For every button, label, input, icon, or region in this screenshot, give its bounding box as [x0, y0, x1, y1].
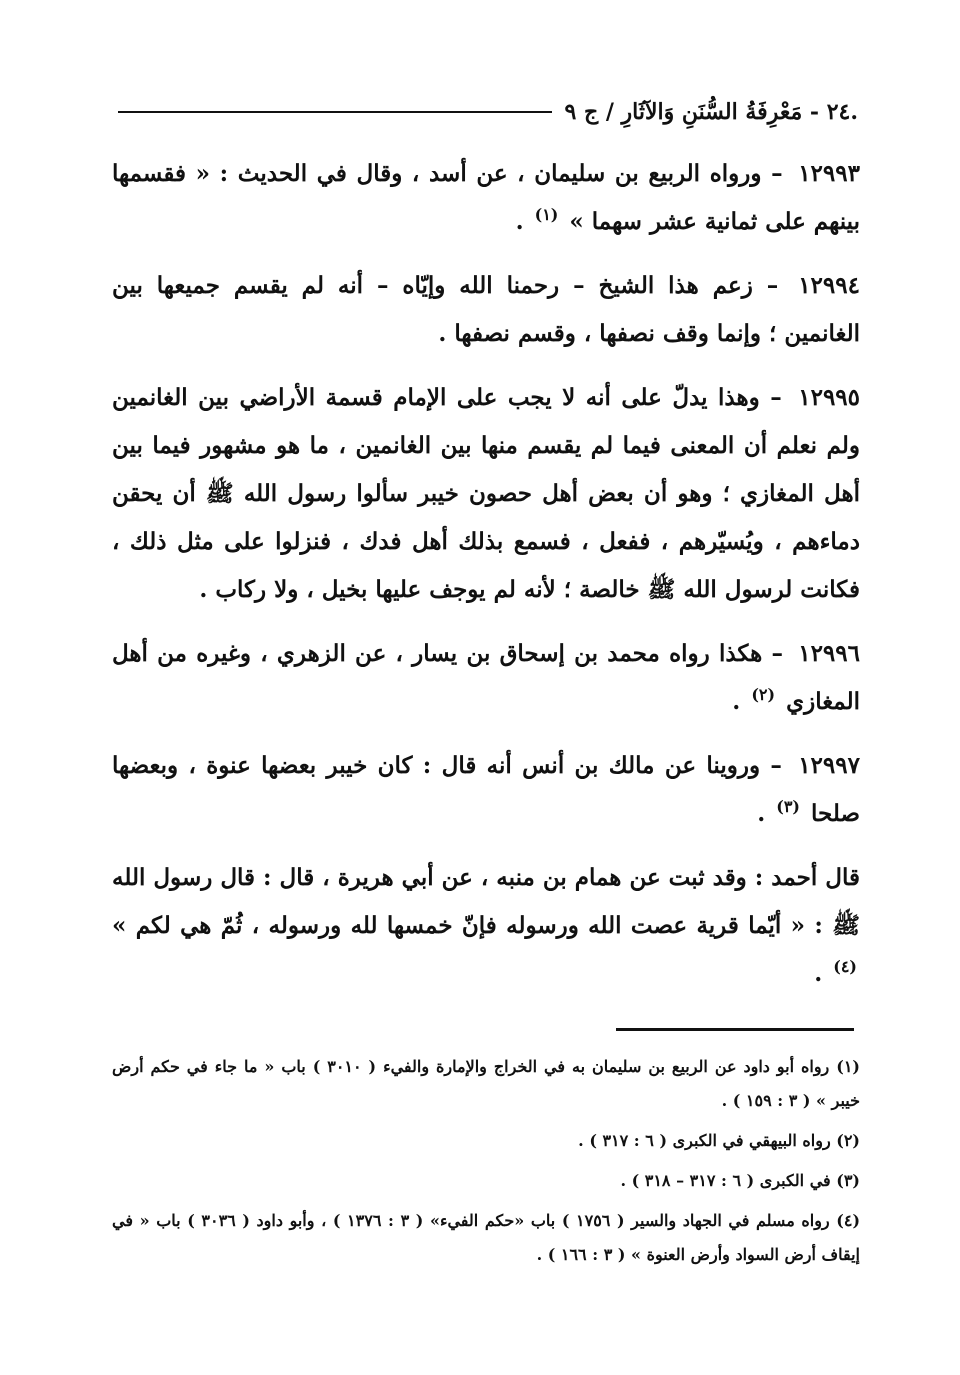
paragraph-text: – هكذا رواه محمد بن إسحاق بن يسار ، عن الزهري ، وغيره من أهل المغازي	[112, 640, 860, 715]
paragraph-number: ١٢٩٩٣	[798, 160, 860, 187]
footnote-marker[interactable]: (٢)	[751, 685, 776, 705]
paragraph-tail: .	[515, 208, 524, 235]
paragraph-tail: .	[814, 960, 823, 987]
paragraph-tail: .	[757, 800, 766, 827]
paragraph-12994	[112, 262, 860, 358]
running-header	[118, 92, 858, 132]
paragraph-text: – ورواه الربيع بن سليمان ، عن أسد ، وقال في الحديث : « فقسمها بينهم على ثمانية عشر سهما »	[112, 160, 860, 235]
footnote-marker[interactable]: (٤)	[833, 957, 857, 977]
paragraph-number: ١٢٩٩٥	[798, 384, 861, 411]
main-text	[112, 150, 860, 1014]
paragraph-12993	[112, 150, 860, 246]
paragraph-text: قال أحمد : وقد ثبت عن همام بن منبه ، عن أبي هريرة ، قال : قال رسول الله ﷺ : « أيّما قرية عصت الله ورسوله فإنّ خمسها لله ورسوله ، ثُمّ هي لكم »	[112, 864, 860, 939]
paragraph-text: – وروينا عن مالك بن أنس أنه قال : كان خيبر بعضها عنوة ، وبعضها صلحا	[112, 752, 860, 827]
paragraph-tail: .	[732, 688, 741, 715]
paragraph-number: ١٢٩٩٤	[798, 272, 860, 299]
footnote-4: (٤) رواه مسلم في الجهاد والسير ( ١٧٥٦ ) باب «حكم الفيء» ( ٣ : ١٣٧٦ ) ، وأبو داود ( ٣٠٣٦ ) باب « في إيقاف أرض السواد وأرض العنوة » ( ٣ : ١٦٦ ) .	[112, 1211, 861, 1264]
footnote-2: (٢) رواه البيهقي في الكبرى ( ٦ : ٣١٧ ) .	[578, 1131, 860, 1150]
footnotes	[112, 1050, 860, 1278]
footnote-3: (٣) في الكبرى ( ٦ : ٣١٧ – ٣١٨ ) .	[620, 1171, 860, 1190]
paragraph-12996	[112, 630, 860, 726]
running-title: .٢٤ - مَعْرِفَةُ السُّنَنِ وَالآثَارِ / ج ٩	[564, 99, 858, 125]
paragraph-number: ١٢٩٩٧	[798, 752, 860, 779]
paragraph-ahmad-statement	[112, 854, 860, 998]
paragraph-12995	[112, 374, 860, 614]
paragraph-text: – زعم هذا الشيخ – رحمنا الله وإيّاه – أنه لم يقسم جميعها بين الغانمين ؛ وإنما وقف نصفها ، وقسم نصفها .	[112, 272, 860, 347]
footnote-separator	[616, 1028, 854, 1031]
footnote-marker[interactable]: (١)	[534, 205, 559, 225]
paragraph-12997	[112, 742, 860, 838]
header-rule	[118, 111, 552, 113]
paragraph-text: – وهذا يدلّ على أنه لا يجب على الإمام قسمة الأراضي بين الغانمين ولم نعلم أن المعنى فيما لم يقسم منها بين الغانمين ، ما هو مشهور فيما بين أهل المغازي ؛ وهو أن بعض أهل حصون خيبر سألوا رسول الله ﷺ أن يحقن دماءهم ، ويُسيّرهم ، ففعل ، فسمع بذلك أهل فدك ، فنزلوا على مثل ذلك ، فكانت لرسول الله ﷺ خالصة ؛ لأنه لم يوجف عليها بخيل ، ولا ركاب .	[112, 384, 860, 603]
paragraph-number: ١٢٩٩٦	[798, 640, 860, 667]
footnote-1: (١) رواه أبو داود عن الربيع بن سليمان به في الخراج والإمارة والفيء ( ٣٠١٠ ) باب « ما جاء في حكم أرض خيبر » ( ٣ : ١٥٩ ) .	[112, 1057, 860, 1110]
footnote-marker[interactable]: (٣)	[776, 797, 800, 817]
